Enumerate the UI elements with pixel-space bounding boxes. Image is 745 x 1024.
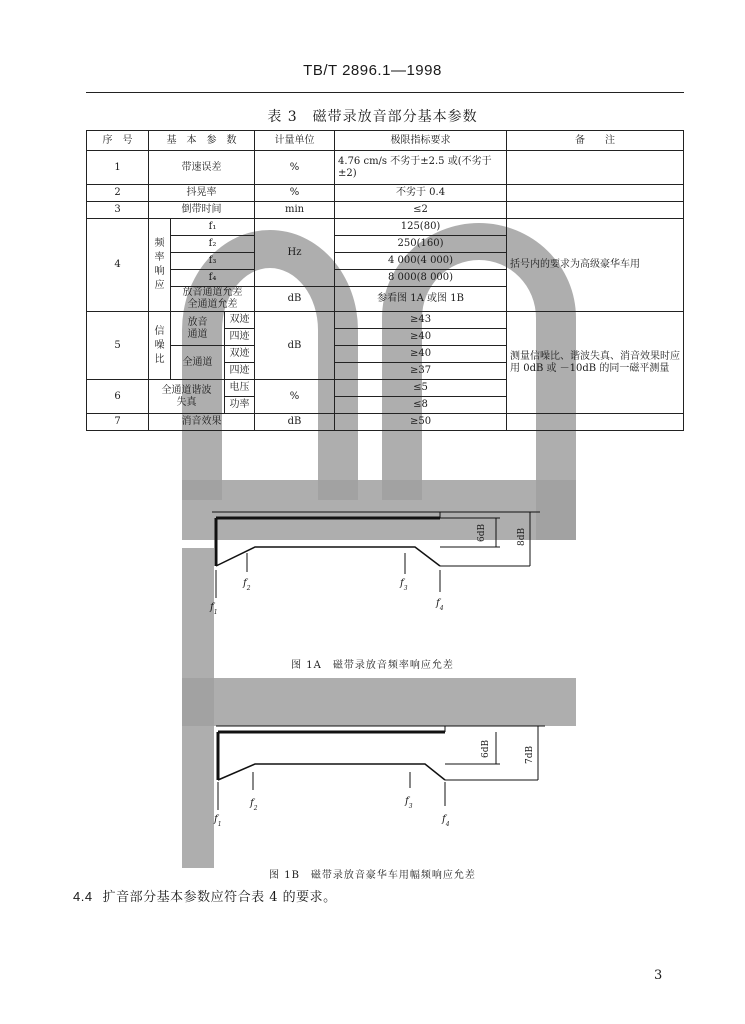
table-row	[87, 414, 684, 431]
freq-f2: f₂	[171, 236, 255, 253]
table-row	[87, 219, 684, 236]
dim-inner-label: 6dB	[477, 523, 487, 542]
row-group-thd	[149, 380, 225, 414]
label-f1: $f_1$	[214, 814, 222, 828]
row-no: 3	[87, 202, 149, 219]
parameter-table	[86, 130, 684, 431]
page-number: 3	[654, 968, 663, 983]
row-remark	[507, 414, 684, 431]
unit-hz: Hz	[255, 219, 335, 287]
row-unit: %	[255, 380, 335, 414]
unit-db: dB	[255, 287, 335, 312]
snr-dual: 双迹	[225, 312, 255, 329]
col-header-no: 序 号	[87, 131, 149, 151]
snr-quad: 四迹	[225, 329, 255, 346]
label-f3: $f_3$	[405, 796, 413, 810]
freq-value: 4 000(4 000)	[335, 253, 507, 270]
row-param: 倒带时间	[149, 202, 255, 219]
label-f2: $f_2$	[250, 798, 258, 812]
table-header-row	[87, 131, 684, 151]
row-unit: dB	[255, 414, 335, 431]
row-no: 4	[87, 219, 149, 312]
row-remark	[507, 185, 684, 202]
clause-4-4	[73, 886, 337, 905]
row-no: 6	[87, 380, 149, 414]
col-header-param: 基 本 参 数	[149, 131, 255, 151]
row-value: 4.76 cm/s 不劣于±2.5 或(不劣于±2)	[335, 151, 507, 185]
row-param: 消音效果	[149, 414, 255, 431]
row-no: 7	[87, 414, 149, 431]
thd-value: ≤8	[335, 397, 507, 414]
group-label: 频率响应	[154, 238, 165, 291]
row-remark	[507, 202, 684, 219]
freq-f3: f₃	[171, 253, 255, 270]
clause-number: 4.4	[73, 889, 93, 904]
table-row	[87, 151, 684, 185]
row-remark: 测量信噪比、谐波失真、消音效果时应用 0dB 或 －10dB 的同一磁平测量	[507, 312, 684, 414]
row-group-freq-response	[149, 219, 171, 312]
thd-value: ≤5	[335, 380, 507, 397]
snr-full: 全通道	[171, 346, 225, 380]
snr-value: ≥40	[335, 329, 507, 346]
table-row	[87, 312, 684, 329]
row-remark: 括号内的要求为高级豪华车用	[507, 219, 684, 312]
table-row	[87, 185, 684, 202]
col-header-value: 极限指标要求	[335, 131, 507, 151]
group-label: 信噪比	[154, 325, 165, 365]
snr-value: ≥43	[335, 312, 507, 329]
row-remark	[507, 151, 684, 185]
dim-inner-label: 6dB	[481, 739, 491, 758]
row-no: 5	[87, 312, 149, 380]
snr-quad: 四迹	[225, 363, 255, 380]
dim-outer-label: 8dB	[517, 527, 527, 546]
row-value: ≥50	[335, 414, 507, 431]
freq-f1: f₁	[171, 219, 255, 236]
col-header-remark: 备 注	[507, 131, 684, 151]
freq-value: 8 000(8 000)	[335, 270, 507, 287]
row-value: 不劣于 0.4	[335, 185, 507, 202]
tolerance-value: 参看图 1A 或图 1B	[335, 287, 507, 312]
row-unit: %	[255, 185, 335, 202]
snr-value: ≥40	[335, 346, 507, 363]
thd-label: 全通道谐波失真	[161, 384, 212, 408]
freq-value: 125(80)	[335, 219, 507, 236]
thd-power: 功率	[225, 397, 255, 414]
dim-outer-label: 7dB	[525, 745, 535, 764]
row-unit: min	[255, 202, 335, 219]
figure-1b-caption: 图 1B 磁带录放音豪华车用幅频响应允差	[269, 870, 476, 881]
col-header-unit: 计量单位	[255, 131, 335, 151]
row-no: 2	[87, 185, 149, 202]
row-unit: dB	[255, 312, 335, 380]
tolerance-label: 放音通道允差 全通道允差	[171, 287, 255, 312]
row-group-snr	[149, 312, 171, 380]
freq-f4: f₄	[171, 270, 255, 287]
row-param: 抖晃率	[149, 185, 255, 202]
snr-playback-label: 放音通道	[187, 316, 208, 340]
figure-1b	[200, 722, 560, 836]
snr-playback	[171, 312, 225, 346]
table-row	[87, 202, 684, 219]
label-f2: $f_2$	[243, 578, 251, 592]
snr-dual: 双迹	[225, 346, 255, 363]
row-value: ≤2	[335, 202, 507, 219]
row-param: 带速误差	[149, 151, 255, 185]
figure-1b-diagram	[200, 722, 560, 832]
standard-number: TB/T 2896.1—1998	[303, 62, 442, 79]
table-title: 表 3 磁带录放音部分基本参数	[267, 109, 478, 125]
label-f3: $f_3$	[400, 578, 408, 592]
figure-1a-caption: 图 1A 磁带录放音频率响应允差	[291, 660, 454, 671]
clause-text: 扩音部分基本参数应符合表 4 的要求。	[102, 890, 337, 905]
snr-value: ≥37	[335, 363, 507, 380]
label-f4: $f_4$	[436, 598, 444, 612]
thd-voltage: 电压	[225, 380, 255, 397]
figure-1a-diagram	[200, 500, 560, 625]
freq-value: 250(160)	[335, 236, 507, 253]
figure-1a	[200, 500, 560, 629]
row-unit: %	[255, 151, 335, 185]
label-f4: $f_4$	[442, 814, 450, 828]
label-f1: $f_1$	[210, 602, 218, 616]
row-no: 1	[87, 151, 149, 185]
